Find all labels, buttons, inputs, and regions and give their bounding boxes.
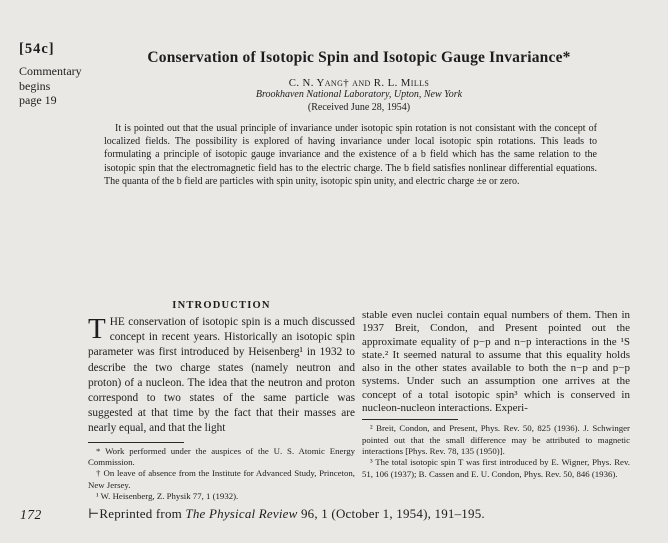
footnote-breit-condon-present: ² Breit, Condon, and Present, Phys. Rev. 50, 825 (1936). J. Schwinger pointed out that the small difference may be attributed to magnetic interactions [Phys. Rev. 78, 135 (1950)]. (362, 423, 630, 456)
right-column (362, 300, 630, 480)
affiliation-line: Brookhaven National Laboratory, Upton, New York (255, 89, 463, 100)
footnote-heisenberg: ¹ W. Heisenberg, Z. Physik 77, 1 (1932). (96, 490, 239, 501)
commentary-note-line: Commentary (19, 64, 82, 78)
reprint-journal-title: The Physical Review (185, 506, 298, 521)
page-number: 172 (20, 507, 42, 522)
commentary-note-line: page 19 (19, 93, 57, 107)
intro-paragraph (88, 315, 355, 437)
reference-marker: [54c] (19, 41, 55, 57)
reprint-note (88, 506, 485, 522)
section-heading-introduction: INTRODUCTION (172, 300, 271, 311)
reprint-note-prefix: ⊢Reprinted from (88, 506, 186, 521)
footnote-total-isotopic-spin: ³ The total isotopic spin T was first introduced by E. Wigner, Phys. Rev. 51, 106 (1937); B. Cassen and E. U. Condon, Phys. Rev. 50, 846 (1936). (362, 457, 630, 479)
right-column-paragraph: stable even nuclei contain equal numbers of them. Then in 1937 Breit, Condon, and Present pointed out the approximate equality of p−p and n−p interactions in the ¹S state.² It seemed natural to assume that this equality holds also in the other states available to both the n−p and p−p systems. Under such an assumption one arrives at the concept of a total isotopic spin³ which is conserved in nucleon-nucleon interactions. Experi- (362, 309, 630, 415)
commentary-note (19, 64, 82, 108)
footnote-on-leave: † On leave of absence from the Institute for Advanced Study, Princeton, New Jersey. (88, 468, 355, 490)
authors-line: C. N. Yang† and R. L. Mills (288, 77, 430, 89)
intro-paragraph-text: HE conservation of isotopic spin is a much discussed concept in recent years. Historically an isotopic spin parameter was first introduced by Heisenberg¹ in 1932 to describe the two charge states (namely neutron and proton) of a nucleon. The idea that the neutron and proton correspond to two states of the same particle was suggested at that time by the fact that their masses are nearly equal, and that the light (88, 316, 355, 435)
received-date-line: (Received June 28, 1954) (307, 102, 411, 113)
left-column (88, 300, 355, 502)
abstract-paragraph: It is pointed out that the usual principle of invariance under isotopic spin rotation is not consistant with the concept of localized fields. The possibility is explored of having invariance under local isotopic spin rotations. This leads to formulating a principle of isotopic gauge invariance and the existence of a b field which has the same relation to the isotopic spin that the electromagnetic field has to the electric charge. The b field satisfies nonlinear differential equations. The quanta of the b field are particles with spin unity, isotopic spin unity, and electric charge ±e or zero. (104, 123, 597, 187)
footnote-work-performed: * Work performed under the auspices of the U. S. Atomic Energy Commission. (88, 445, 355, 467)
drop-cap: T (88, 313, 106, 345)
reprint-note-suffix: 96, 1 (October 1, 1954), 191–195. (297, 506, 485, 521)
footnote-rule (88, 442, 184, 443)
commentary-note-line: begins (19, 78, 51, 93)
paper-title: Conservation of Isotopic Spin and Isotopic Gauge Invariance* (147, 49, 571, 66)
footnote-rule (362, 419, 458, 420)
